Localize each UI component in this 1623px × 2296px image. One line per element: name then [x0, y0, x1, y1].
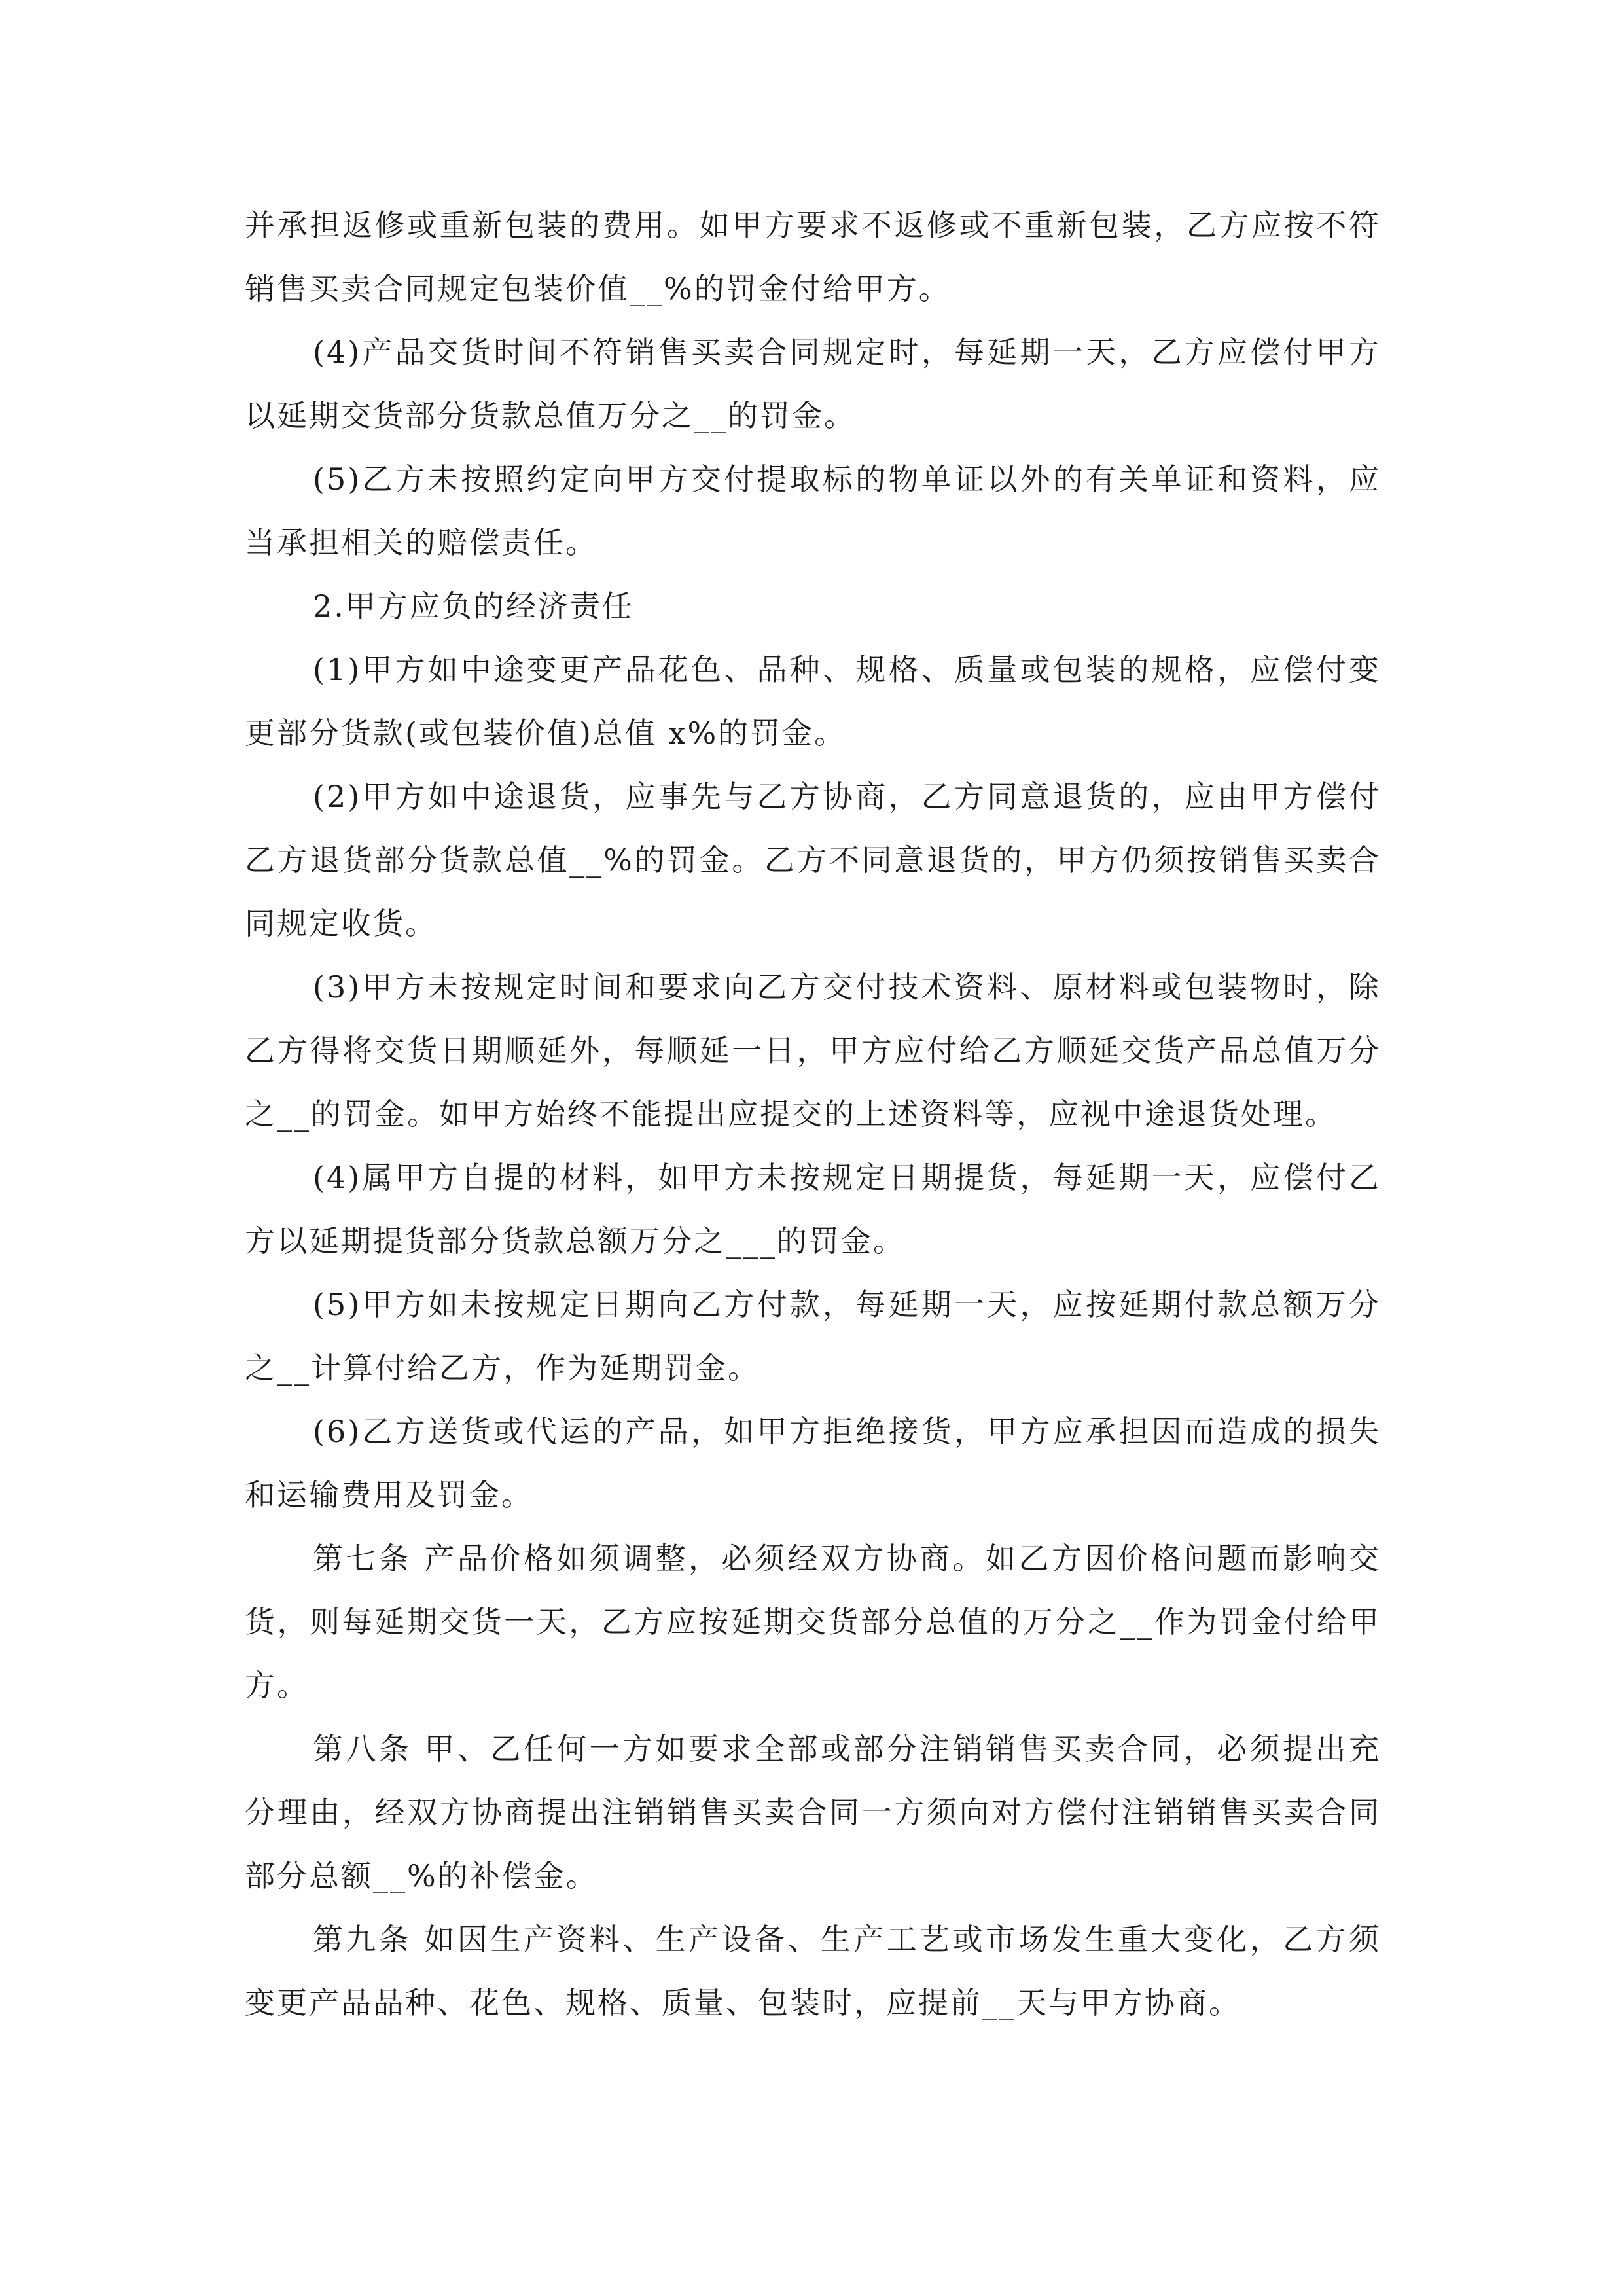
paragraph-clause-4-delivery: (4)产品交货时间不符销售买卖合同规定时，每延期一天，乙方应偿付甲方以延期交货部分货款总值万分之__的罚金。 — [245, 334, 1381, 433]
paragraph-a-clause-3: (3)甲方未按规定时间和要求向乙方交付技术资料、原材料或包装物时，除乙方得将交货日期顺延外，每顺延一日，甲方应付给乙方顺延交货产品总值万分之__的罚金。如甲方始终不能提出应提交的上述资料等，应视中途退货处理。 — [245, 969, 1381, 1132]
paragraph-continuation: 并承担返修或重新包装的费用。如甲方要求不返修或不重新包装，乙方应按不符销售买卖合同规定包装价值__%的罚金付给甲方。 — [245, 207, 1381, 306]
paragraph-clause-5-documents: (5)乙方未按照约定向甲方交付提取标的物单证以外的有关单证和资料，应当承担相关的赔偿责任。 — [245, 461, 1381, 560]
section-heading-party-a: 2.甲方应负的经济责任 — [313, 588, 634, 624]
paragraph-a-clause-6: (6)乙方送货或代运的产品，如甲方拒绝接货，甲方应承担因而造成的损失和运输费用及罚金。 — [245, 1414, 1381, 1513]
paragraph-a-clause-2: (2)甲方如中途退货，应事先与乙方协商，乙方同意退货的，应由甲方偿付乙方退货部分货款总值__%的罚金。乙方不同意退货的，甲方仍须按销售买卖合同规定收货。 — [245, 779, 1381, 941]
paragraph-a-clause-5: (5)甲方如未按规定日期向乙方付款，每延期一天，应按延期付款总额万分之__计算付给乙方，作为延期罚金。 — [245, 1287, 1381, 1386]
document-body — [245, 194, 1381, 2035]
paragraph-a-clause-4: (4)属甲方自提的材料，如甲方未按规定日期提货，每延期一天，应偿付乙方以延期提货部分货款总额万分之___的罚金。 — [245, 1160, 1381, 1259]
article-9: 第九条 如因生产资料、生产设备、生产工艺或市场发生重大变化，乙方须变更产品品种、花色、规格、质量、包装时，应提前__天与甲方协商。 — [245, 1922, 1381, 2020]
article-7: 第七条 产品价格如须调整，必须经双方协商。如乙方因价格问题而影响交货，则每延期交货一天，乙方应按延期交货部分总值的万分之__作为罚金付给甲方。 — [245, 1541, 1381, 1703]
paragraph-a-clause-1: (1)甲方如中途变更产品花色、品种、规格、质量或包装的规格，应偿付变更部分货款(或包装价值)总值 x%的罚金。 — [245, 652, 1381, 751]
article-8: 第八条 甲、乙任何一方如要求全部或部分注销销售买卖合同，必须提出充分理由，经双方协商提出注销销售买卖合同一方须向对方偿付注销销售买卖合同部分总额__%的补偿金。 — [245, 1731, 1381, 1893]
